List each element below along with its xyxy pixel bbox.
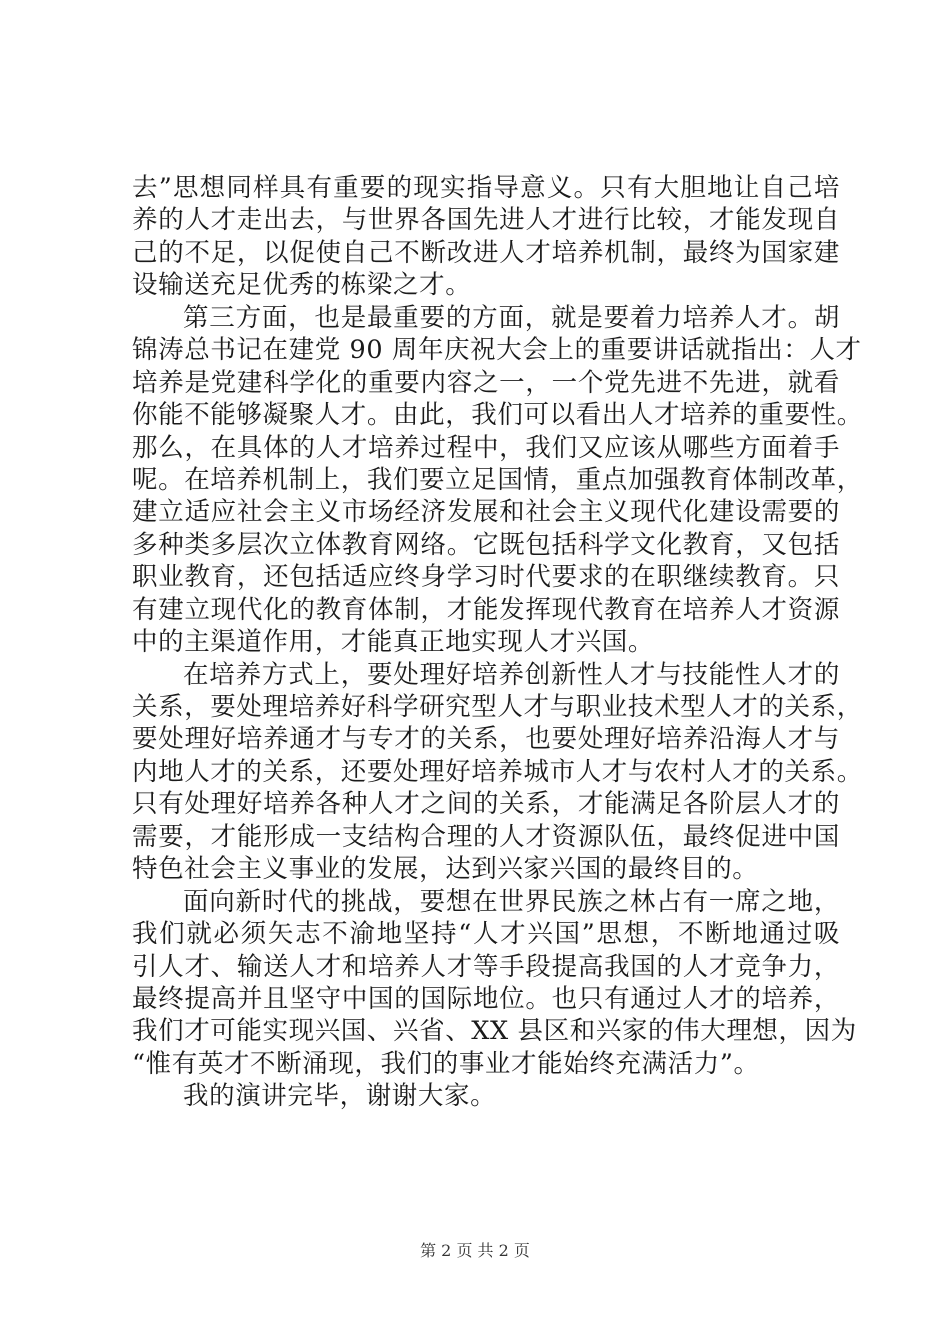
text-line: 那么，在具体的人才培养过程中，我们又应该从哪些方面着手 (132, 432, 840, 463)
text-line: 引人才、输送人才和培养人才等手段提高我国的人才竞争力， (132, 951, 840, 982)
closing-line: 我的演讲完毕，谢谢大家。 (183, 1081, 497, 1112)
text-line: 只有处理好培养各种人才之间的关系，才能满足各阶层人才的 (132, 789, 840, 820)
text-line: 去”思想同样具有重要的现实指导意义。只有大胆地让自己培 (132, 173, 840, 203)
document-body (132, 172, 863, 1113)
paragraph-start-line: 面向新时代的挑战，要想在世界民族之林占有一席之地， (183, 886, 840, 917)
text-line: 职业教育，还包括适应终身学习时代要求的在职继续教育。只 (132, 562, 840, 593)
text-line: 设输送充足优秀的栋梁之才。 (132, 270, 472, 301)
paragraph-start-line: 第三方面，也是最重要的方面，就是要着力培养人才。胡 (183, 302, 840, 333)
text-line: 我们就必须矢志不渝地坚持“人才兴国”思想，不断地通过吸 (132, 919, 840, 950)
text-line: 建立适应社会主义市场经济发展和社会主义现代化建设需要的 (132, 497, 840, 528)
text-line: 最终提高并且坚守中国的国际地位。也只有通过人才的培养， (132, 983, 840, 1014)
text-line: 我们才可能实现兴国、兴省、XX 县区和兴家的伟大理想，因为 (132, 1016, 857, 1047)
text-line: 需要，才能形成一支结构合理的人才资源队伍，最终促进中国 (132, 821, 840, 852)
text-line: 多种类多层次立体教育网络。它既包括科学文化教育，又包括 (132, 529, 840, 560)
text-line: 养的人才走出去，与世界各国先进人才进行比较，才能发现自 (132, 205, 840, 236)
text-line: 特色社会主义事业的发展，达到兴家兴国的最终目的。 (132, 854, 759, 885)
text-line: 你能不能够凝聚人才。由此，我们可以看出人才培养的重要性。 (132, 400, 863, 431)
text-line: 培养是党建科学化的重要内容之一，一个党先进不先进，就看 (132, 367, 840, 398)
text-line: 中的主渠道作用，才能真正地实现人才兴国。 (132, 627, 655, 658)
text-line: 内地人才的关系，还要处理好培养城市人才与农村人才的关系。 (132, 756, 863, 787)
page-number-footer: 第 2 页 共 2 页 (420, 1241, 530, 1260)
paragraph-start-line: 在培养方式上，要处理好培养创新性人才与技能性人才的 (183, 659, 840, 690)
text-line: “惟有英才不断涌现，我们的事业才能始终充满活力”。 (132, 1048, 760, 1079)
text-line: 关系，要处理培养好科学研究型人才与职业技术型人才的关系， (132, 692, 863, 722)
text-line: 呢。在培养机制上，我们要立足国情，重点加强教育体制改革， (132, 464, 863, 495)
text-line: 有建立现代化的教育体制，才能发挥现代教育在培养人才资源 (132, 594, 840, 625)
text-line: 锦涛总书记在建党 90 周年庆祝大会上的重要讲话就指出：人才 (132, 335, 862, 366)
text-line: 要处理好培养通才与专才的关系，也要处理好培养沿海人才与 (132, 724, 840, 755)
text-line: 己的不足，以促使自己不断改进人才培养机制，最终为国家建 (132, 237, 840, 268)
